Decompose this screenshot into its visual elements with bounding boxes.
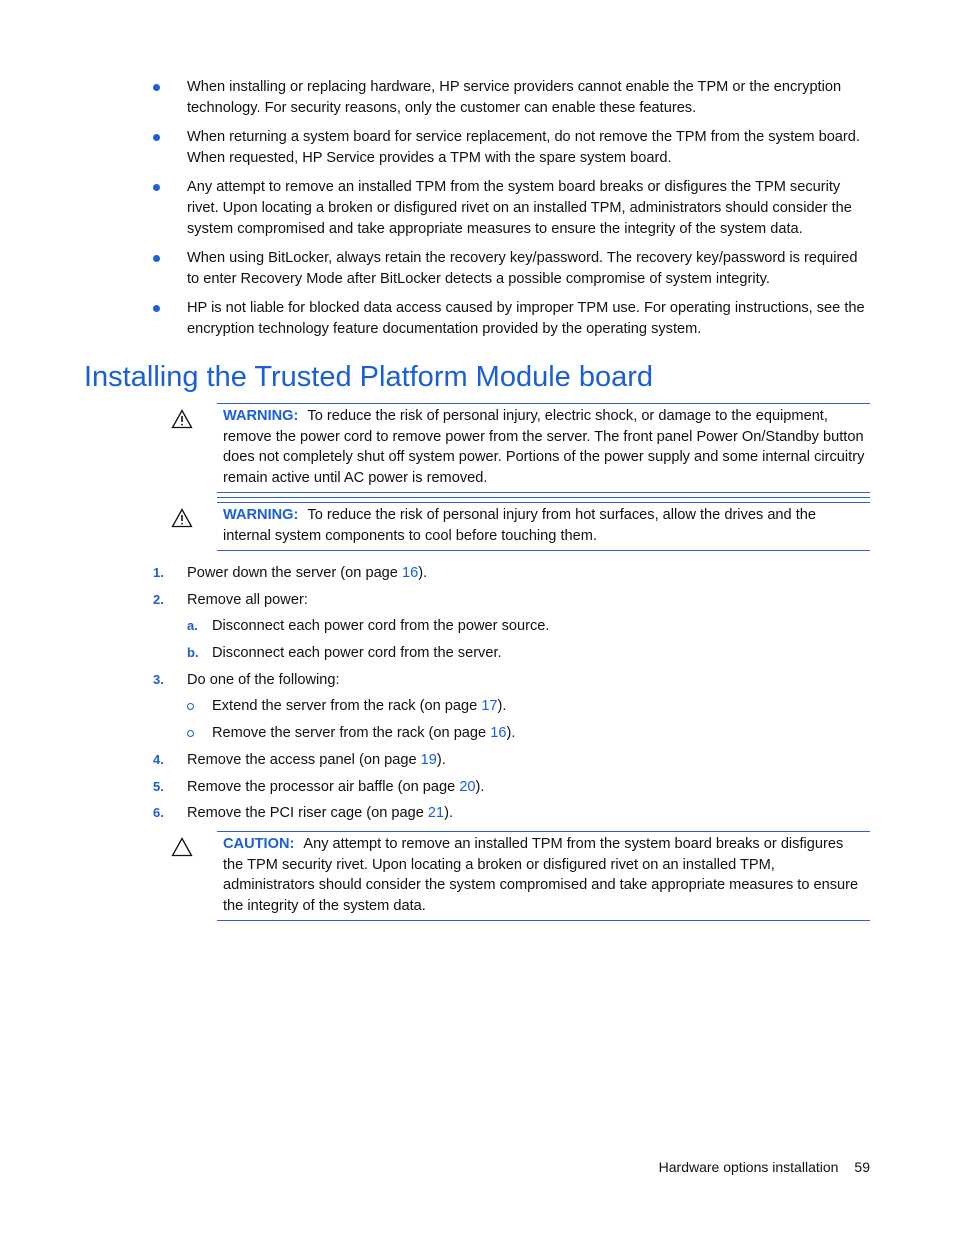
step-text: Remove all power: [187, 591, 308, 608]
warning-triangle-icon [171, 409, 193, 429]
step-number: 3. [153, 671, 164, 687]
step-item [0, 563, 954, 590]
warning-notice [217, 502, 870, 551]
bullet-text: When returning a system board for service replacement, do not remove the TPM from the system board. When requested, HP Service provides a TPM with the spare system board. [187, 129, 860, 166]
step-number: 5. [153, 778, 164, 794]
step-item [0, 803, 954, 830]
bullet-item [0, 298, 954, 339]
substep-letter: b. [187, 645, 199, 661]
caution-notice [217, 831, 870, 921]
bullet-dot-icon [153, 134, 160, 141]
bullet-dot-icon [153, 305, 160, 312]
step-number: 1. [153, 565, 164, 580]
option-text: Remove the server from the rack (on page [212, 725, 491, 742]
bullet-item [0, 248, 954, 289]
bullet-item [0, 177, 954, 239]
step-number: 6. [153, 805, 164, 821]
caution-body [217, 831, 870, 921]
step-item [0, 750, 954, 777]
step-text-end: ). [444, 805, 454, 822]
caution-label: CAUTION: [223, 836, 295, 852]
option-text-end: ). [506, 725, 516, 742]
warning-body [217, 403, 870, 493]
substep-item [0, 643, 954, 670]
step-text: Remove the access panel (on page [187, 751, 421, 768]
warning-notice [217, 403, 870, 498]
step-number: 2. [153, 591, 164, 607]
bullet-text: Any attempt to remove an installed TPM from the system board breaks or disfigures the TPM security rivet. Upon locating a broken or disfigured rivet on an installed TPM, administrators should consider the system compromised and take appropriate measures to ensure the integrity of the system data. [187, 179, 852, 237]
page-link[interactable]: 20 [459, 778, 476, 795]
warning-label: WARNING: [223, 408, 299, 424]
substep-text: Disconnect each power cord from the server. [212, 645, 502, 662]
circle-bullet-icon [187, 703, 194, 710]
divider [217, 493, 870, 498]
option-item [0, 696, 954, 723]
page-link[interactable]: 17 [481, 698, 498, 715]
warning-label: WARNING: [223, 507, 299, 523]
intro-bullet-list [0, 77, 954, 349]
option-item [0, 723, 954, 750]
page-footer [659, 1157, 870, 1178]
step-item [0, 670, 954, 697]
step-text-end: ). [436, 751, 446, 768]
substep-item [0, 616, 954, 643]
step-text: Remove the PCI riser cage (on page [187, 805, 428, 822]
step-item [0, 590, 954, 617]
step-item [0, 777, 954, 804]
page-link[interactable]: 21 [427, 805, 445, 822]
caution-triangle-icon [171, 837, 193, 857]
substep-letter: a. [187, 618, 198, 634]
circle-bullet-icon [187, 730, 194, 737]
step-number: 4. [153, 751, 164, 767]
step-text: Remove the processor air baffle (on page [187, 778, 460, 795]
footer-section-name: Hardware options installation [658, 1159, 839, 1175]
option-text: Extend the server from the rack (on page [212, 698, 482, 715]
bullet-dot-icon [153, 84, 160, 91]
step-text-end: ). [418, 565, 428, 581]
bullet-text: When installing or replacing hardware, HP service providers cannot enable the TPM or the encryption technology. For security reasons, only the customer can enable these features. [187, 79, 842, 116]
step-text: Do one of the following: [187, 671, 340, 688]
page-link[interactable]: 19 [420, 751, 437, 768]
bullet-dot-icon [153, 255, 160, 262]
bullet-dot-icon [153, 184, 160, 191]
warning-text: To reduce the risk of personal injury, electric shock, or damage to the equipment, remove the power cord to remove power from the server. The front panel Power On/Standby button does not completely shut off system power. Portions of the power supply and some internal circuitry remain active until AC power is removed. [223, 408, 865, 486]
page-link[interactable]: 16 [401, 565, 419, 581]
bullet-text: When using BitLocker, always retain the recovery key/password. The recovery key/password is required to enter Recovery Mode after BitLocker detects a possible compromise of system integrity. [187, 250, 858, 287]
warning-text: To reduce the risk of personal injury from hot surfaces, allow the drives and the internal system components to cool before touching them. [223, 507, 817, 544]
step-text-end: ). [475, 778, 485, 795]
procedure-steps [0, 563, 954, 830]
bullet-item [0, 77, 954, 118]
step-text: Power down the server (on page [187, 565, 402, 581]
section-title: Installing the Trusted Platform Module board [84, 361, 654, 393]
page-link[interactable]: 16 [490, 725, 507, 742]
page-number: 59 [854, 1159, 870, 1175]
caution-text: Any attempt to remove an installed TPM from the system board breaks or disfigures the TPM security rivet. Upon locating a broken or disfigured rivet on an installed TPM, administrators should consider the system compromised and take appropriate measures to ensure the integrity of the system data. [223, 836, 859, 914]
bullet-text: HP is not liable for blocked data access caused by improper TPM use. For operating instructions, see the encryption technology feature documentation provided by the operating system. [187, 300, 865, 337]
substep-text: Disconnect each power cord from the power source. [212, 618, 550, 635]
bullet-item [0, 127, 954, 168]
option-text-end: ). [497, 698, 507, 715]
warning-body [217, 502, 870, 551]
warning-triangle-icon [171, 508, 193, 528]
